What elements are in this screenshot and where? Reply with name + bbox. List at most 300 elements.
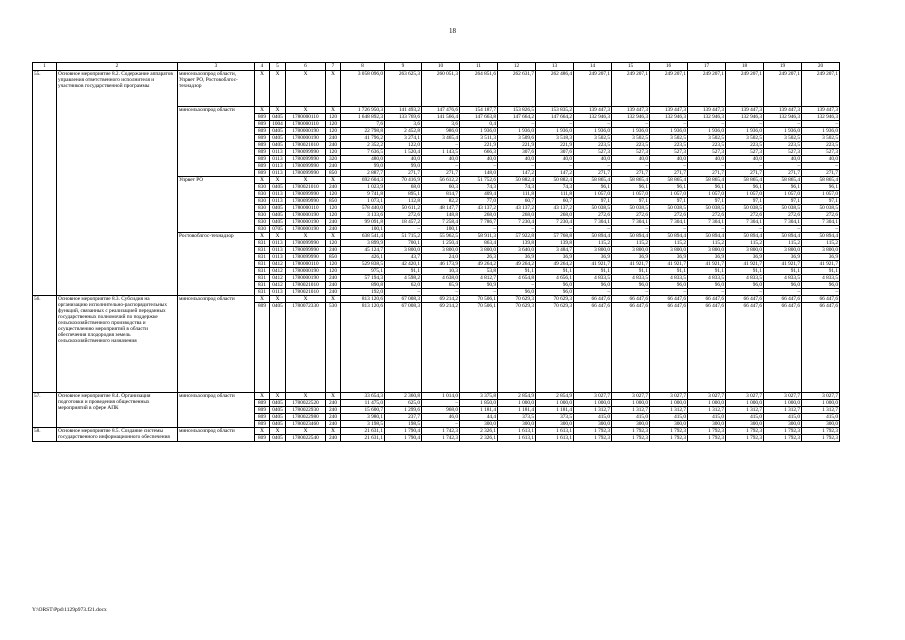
table-cell: 77,0 [460, 198, 498, 205]
table-cell: 221,9 [460, 142, 498, 149]
table-cell: 70 506,1 [460, 296, 498, 303]
table-cell: минсельхозпрод области [178, 107, 255, 177]
table-cell: 97,1 [612, 198, 650, 205]
table-cell: 62,0 [385, 282, 422, 289]
table-cell: – [498, 121, 536, 128]
table-cell: 3 509,6 [498, 135, 536, 142]
table-cell: – [422, 400, 460, 407]
table-cell: 1780000110 [286, 114, 326, 121]
table-cell: Основное мероприятие 8.5. Создание системы государственного информационного обеспечения [57, 428, 178, 442]
table-cell: 96,1 [802, 184, 840, 191]
table-cell: 139 447,3 [574, 107, 612, 114]
table-cell: 70 629,3 [536, 296, 574, 303]
table-cell: 0405 [270, 414, 286, 421]
table-cell: 271,7 [612, 170, 650, 177]
table-cell: 91,1 [498, 268, 536, 275]
table-cell: 99,0 [341, 163, 385, 170]
table-cell: 240 [326, 163, 341, 170]
table-cell: 223,5 [650, 142, 688, 149]
table-cell: 1780021010 [286, 289, 326, 296]
column-header: 11 [460, 63, 498, 71]
table-cell: 415,0 [650, 414, 688, 421]
table-cell: 809 [255, 156, 270, 163]
table-cell: 831 [255, 261, 270, 268]
table-cell: 1 792,3 [574, 435, 612, 442]
table-cell: 36,9 [536, 254, 574, 261]
table-cell: 50 894,4 [650, 233, 688, 240]
table-cell: 153 835,2 [536, 107, 574, 114]
table-cell: X [270, 71, 286, 107]
column-number-row [33, 63, 840, 71]
table-cell: 0405 [270, 205, 286, 212]
table-cell: 223,5 [612, 142, 650, 149]
table-cell: – [764, 289, 802, 296]
table-cell: 50 882,4 [536, 177, 574, 184]
table-cell: 263 625,3 [385, 71, 422, 107]
table-cell: 890,8 [341, 282, 385, 289]
table-cell: 132 946,3 [688, 114, 726, 121]
table-cell: 36,9 [498, 254, 536, 261]
table-cell: 1780099990 [286, 149, 326, 156]
table-cell: 1 936,0 [650, 128, 688, 135]
table-cell: 1780099990 [286, 170, 326, 177]
table-cell: 3 800,0 [385, 247, 422, 254]
table-cell: X [270, 428, 286, 435]
table-cell: 264 851,6 [460, 71, 498, 107]
table-cell: 0113 [270, 254, 286, 261]
column-header: 2 [57, 63, 178, 71]
table-cell: 1 792,3 [650, 428, 688, 435]
table-cell: 1 250,4 [422, 240, 460, 247]
table-cell: 147,2 [498, 170, 536, 177]
table-cell: 139 447,3 [612, 107, 650, 114]
table-cell: 43 137,2 [498, 205, 536, 212]
column-header: 13 [536, 63, 574, 71]
table-cell: 3 502,5 [802, 135, 840, 142]
table-cell: 272,6 [650, 212, 688, 219]
table-cell: 139 447,3 [726, 107, 764, 114]
table-cell: 1 792,3 [688, 435, 726, 442]
table-cell: 1780099990 [286, 156, 326, 163]
table-cell: 1 073,1 [341, 198, 385, 205]
table-cell: 111,8 [536, 191, 574, 198]
table-cell: 3 274,1 [385, 135, 422, 142]
table-cell: 40,0 [498, 156, 536, 163]
table-cell: 50 038,5 [574, 205, 612, 212]
table-cell: 70 416,9 [385, 177, 422, 184]
table-cell: 271,7 [726, 170, 764, 177]
table-cell: 70 629,3 [498, 296, 536, 303]
table-cell: 1 312,7 [688, 407, 726, 414]
table-cell: – [536, 121, 574, 128]
page-number: 18 [449, 27, 456, 35]
table-cell: 0113 [270, 191, 286, 198]
table-cell: 96,0 [688, 282, 726, 289]
table-cell: 1780099990 [286, 240, 326, 247]
table-cell: – [498, 163, 536, 170]
table-cell: 4 833,5 [688, 275, 726, 282]
table-cell: 1 520,4 [385, 149, 422, 156]
table-cell: 272,6 [574, 212, 612, 219]
table-cell: 41 921,7 [612, 261, 650, 268]
table-cell: – [612, 163, 650, 170]
table-cell: 120 [326, 121, 341, 128]
table-cell: – [650, 226, 688, 233]
table-cell: 147 663,8 [460, 114, 498, 121]
table-cell: 90,9 [460, 282, 498, 289]
table-cell: 3 484,7 [536, 247, 574, 254]
table-cell: X [255, 393, 270, 400]
table-cell: X [255, 107, 270, 114]
table-cell: 96,1 [650, 184, 688, 191]
table-cell: 2 887,7 [341, 170, 385, 177]
table-cell: 3 800,0 [688, 247, 726, 254]
table-row [33, 296, 840, 303]
table-cell: 3 027,7 [764, 393, 802, 400]
table-cell: 3 800,0 [764, 247, 802, 254]
table-cell: – [422, 142, 460, 149]
table-cell: 240 [326, 407, 341, 414]
table-cell: 1 792,3 [650, 435, 688, 442]
table-cell: 240 [326, 414, 341, 421]
table-cell: 22 798,8 [341, 128, 385, 135]
table-cell: 10,3 [422, 268, 460, 275]
table-cell: 42 420,1 [385, 261, 422, 268]
table-cell: – [726, 163, 764, 170]
table-cell: 7 786,7 [460, 219, 498, 226]
table-cell: 4 833,5 [574, 275, 612, 282]
table-cell: 249 207,1 [802, 71, 840, 107]
table-cell: 122,0 [385, 142, 422, 149]
table-cell: 58. [33, 428, 57, 442]
table-cell: 638 541,4 [341, 233, 385, 240]
table-cell: 60,7 [536, 198, 574, 205]
table-cell: 240 [326, 247, 341, 254]
table-cell: 1 613,1 [498, 435, 536, 442]
table-cell: X [286, 177, 326, 184]
table-cell: 3 800,0 [726, 247, 764, 254]
table-cell: 3 502,5 [688, 135, 726, 142]
table-cell: 120 [326, 128, 341, 135]
table-cell: 36,9 [650, 254, 688, 261]
table-cell: 96,0 [536, 282, 574, 289]
table-cell: 120 [326, 205, 341, 212]
table-cell: 99,0 [385, 163, 422, 170]
table-cell: 4 833,5 [764, 275, 802, 282]
table-cell: 115,2 [574, 240, 612, 247]
table-cell: – [650, 289, 688, 296]
table-cell: 2 854,9 [498, 393, 536, 400]
table-cell: 1 936,0 [612, 128, 650, 135]
table-cell: 91,1 [612, 268, 650, 275]
table-cell: 0412 [270, 282, 286, 289]
table-cell: 0405 [270, 303, 286, 393]
table-cell: 7 230,4 [498, 219, 536, 226]
table-cell: 0405 [270, 128, 286, 135]
table-cell: 68,0 [385, 184, 422, 191]
table-cell: 271,7 [688, 170, 726, 177]
table-cell: 66 447,6 [764, 303, 802, 393]
table-cell: 249 207,1 [650, 71, 688, 107]
table-cell: 33 654,3 [341, 393, 385, 400]
table-cell: 3 511,3 [460, 135, 498, 142]
table-cell: 0113 [270, 163, 286, 170]
table-cell: 3 502,5 [764, 135, 802, 142]
table-cell: 1 000,0 [726, 400, 764, 407]
table-cell: 831 [255, 289, 270, 296]
table-cell: минсельхозпрод области, Упрвет РО, Ростовоблгос-технадзор [178, 71, 255, 107]
table-cell: 139,8 [536, 240, 574, 247]
table-cell: 968,0 [422, 407, 460, 414]
table-cell: 50 882,4 [498, 177, 536, 184]
table-cell: 1 613,1 [536, 435, 574, 442]
table-cell: 3 027,7 [726, 393, 764, 400]
table-cell: 240 [326, 400, 341, 407]
table-cell: минсельхозпрод области [178, 393, 255, 428]
table-cell: 53,8 [460, 268, 498, 275]
table-cell: 50 894,4 [574, 233, 612, 240]
table-cell: 1 936,0 [802, 128, 840, 135]
table-cell: 415,0 [688, 414, 726, 421]
table-cell: 45 124,7 [341, 247, 385, 254]
table-cell: 240 [326, 275, 341, 282]
table-cell: 272,6 [688, 212, 726, 219]
table-cell: 1780000190 [286, 275, 326, 282]
table-cell: 139 447,3 [650, 107, 688, 114]
table-cell: 132 946,3 [726, 114, 764, 121]
table-cell: 240 [326, 421, 341, 428]
table-cell: 132 946,3 [764, 114, 802, 121]
table-cell: 1 312,7 [650, 407, 688, 414]
table-cell: 1780000190 [286, 135, 326, 142]
table-cell: 415,0 [612, 414, 650, 421]
table-cell: 41 921,7 [802, 261, 840, 268]
table-cell: – [726, 121, 764, 128]
table-cell: 3 800,0 [650, 247, 688, 254]
table-cell: 100,1 [341, 226, 385, 233]
table-cell: 0405 [270, 142, 286, 149]
table-cell: 3 502,5 [612, 135, 650, 142]
table-cell: 223,5 [726, 142, 764, 149]
table-cell: 1 057,0 [650, 191, 688, 198]
table-cell: 830 [255, 191, 270, 198]
table-cell: 1 936,0 [460, 128, 498, 135]
table-cell: 0113 [270, 149, 286, 156]
table-cell: 41 921,7 [650, 261, 688, 268]
table-cell: 300,0 [498, 421, 536, 428]
table-cell: – [764, 226, 802, 233]
table-cell: 1780000190 [286, 212, 326, 219]
table-cell: 1 057,0 [688, 191, 726, 198]
table-cell: 300,0 [802, 421, 840, 428]
table-cell: 3 980,1 [341, 414, 385, 421]
table-cell: 813 120,6 [341, 303, 385, 393]
table-cell: 132 946,3 [574, 114, 612, 121]
table-cell: 96,0 [764, 282, 802, 289]
table-cell: 66 447,6 [802, 296, 840, 303]
table-cell: 7 304,1 [726, 219, 764, 226]
table-cell: 895,1 [385, 191, 422, 198]
table-cell: 21 631,1 [341, 428, 385, 435]
table-cell: Упрвет РО [178, 177, 255, 233]
table-cell: 7 636,5 [341, 149, 385, 156]
table-cell: 2 854,9 [536, 393, 574, 400]
table-cell: 96,1 [726, 184, 764, 191]
table-cell: 262 486,4 [536, 71, 574, 107]
column-header: 3 [178, 63, 255, 71]
table-cell: 66 447,6 [574, 296, 612, 303]
table-cell: 0412 [270, 261, 286, 268]
table-cell: 147 664,2 [498, 114, 536, 121]
table-cell: – [536, 163, 574, 170]
table-cell: 40,0 [650, 156, 688, 163]
table-cell: 830 [255, 219, 270, 226]
table-cell: 415,0 [802, 414, 840, 421]
table-cell: 153 826,5 [498, 107, 536, 114]
table-cell: 268,0 [460, 212, 498, 219]
table-cell: 97,1 [726, 198, 764, 205]
table-cell: 91,1 [764, 268, 802, 275]
table-cell: 55. [33, 71, 57, 296]
table-cell: 3 027,7 [612, 393, 650, 400]
table-cell: 36,9 [688, 254, 726, 261]
table-cell: 50 894,4 [802, 233, 840, 240]
table-cell: 96,1 [688, 184, 726, 191]
table-cell: 240 [326, 184, 341, 191]
column-header: 7 [326, 63, 341, 71]
table-cell: 3 800,0 [422, 247, 460, 254]
table-cell: 830 [255, 205, 270, 212]
table-cell: 1 936,0 [764, 128, 802, 135]
table-cell: X [255, 71, 270, 107]
table-cell: 3 058 096,0 [341, 71, 385, 107]
table-cell: 3 027,7 [802, 393, 840, 400]
table-cell: 1004 [270, 121, 286, 128]
table-cell: 66 447,6 [688, 296, 726, 303]
table-cell: 2 360,8 [385, 393, 422, 400]
table-cell: 91,1 [650, 268, 688, 275]
table-cell: 91,1 [385, 268, 422, 275]
table-cell: 49 264,2 [460, 261, 498, 268]
table-cell: 96,0 [612, 282, 650, 289]
column-header: 14 [574, 63, 612, 71]
table-cell: 814,7 [422, 191, 460, 198]
table-cell: 198,5 [385, 421, 422, 428]
table-cell: 120 [326, 114, 341, 121]
table-cell: 830 [255, 212, 270, 219]
table-cell: 141 566,4 [422, 114, 460, 121]
table-cell: – [498, 226, 536, 233]
table-cell: 1 000,0 [574, 400, 612, 407]
table-cell: 1 000,0 [764, 400, 802, 407]
table-cell: 36,9 [726, 254, 764, 261]
table-cell: – [385, 226, 422, 233]
table-cell: 40,0 [726, 156, 764, 163]
table-cell: Основное мероприятие 8.4. Организация подготовки и проведения общественных мероприятий в сфере АПК [57, 393, 178, 428]
table-cell: 96,1 [764, 184, 802, 191]
table-cell: – [688, 163, 726, 170]
table-cell: 67 008,3 [385, 303, 422, 393]
table-cell: 111,8 [498, 191, 536, 198]
table-cell: X [255, 428, 270, 435]
table-cell: 3 502,5 [650, 135, 688, 142]
table-cell: 240 [326, 142, 341, 149]
table-cell: 1780099990 [286, 163, 326, 170]
column-header: 4 [255, 63, 270, 71]
table-cell: 700,1 [385, 240, 422, 247]
table-cell: 813 120,6 [341, 296, 385, 303]
table-cell: 4 833,5 [650, 275, 688, 282]
table-cell: 66 447,6 [688, 303, 726, 393]
table-cell: 831 [255, 268, 270, 275]
table-cell: 300,0 [612, 421, 650, 428]
table-cell: – [764, 121, 802, 128]
table-cell: X [326, 428, 341, 435]
table-cell: 3 027,7 [650, 393, 688, 400]
table-cell: 41 921,7 [574, 261, 612, 268]
table-cell: 1 000,0 [612, 400, 650, 407]
table-cell: 2 326,1 [460, 435, 498, 442]
table-cell: 4 656,1 [536, 275, 574, 282]
table-cell: 70 629,3 [536, 303, 574, 393]
table-cell: 91,1 [536, 268, 574, 275]
column-header: 10 [422, 63, 460, 71]
table-cell: минсельхозпрод области [178, 428, 255, 442]
table-cell: 3,6 [385, 121, 422, 128]
table-cell: – [802, 289, 840, 296]
table-cell: 850 [326, 198, 341, 205]
table-cell: 96,0 [802, 282, 840, 289]
table-cell: 50 038,5 [726, 205, 764, 212]
table-cell: X [326, 296, 341, 303]
table-cell: 1 936,0 [726, 128, 764, 135]
table-cell: 1780099990 [286, 254, 326, 261]
table-cell: 3 518,3 [536, 135, 574, 142]
table-cell: 240 [326, 226, 341, 233]
budget-table [32, 62, 840, 442]
table-cell: 249 207,1 [764, 71, 802, 107]
column-header: 19 [764, 63, 802, 71]
table-cell: 692 604,3 [341, 177, 385, 184]
table-cell: 148,0 [460, 170, 498, 177]
table-cell: 1 057,0 [802, 191, 840, 198]
table-cell: 809 [255, 435, 270, 442]
table-cell: 809 [255, 407, 270, 414]
table-cell: – [422, 163, 460, 170]
table-cell: 3 027,7 [688, 393, 726, 400]
table-cell: 58 865,4 [688, 177, 726, 184]
table-cell: 415,0 [726, 414, 764, 421]
table-cell: 426,1 [341, 254, 385, 261]
table-cell: 147,2 [536, 170, 574, 177]
table-cell: 223,5 [764, 142, 802, 149]
table-cell: 65,9 [422, 282, 460, 289]
table-cell: минсельхозпрод области [178, 296, 255, 393]
table-cell: 527,3 [764, 149, 802, 156]
table-cell: 4 833,5 [726, 275, 764, 282]
table-cell: 40,0 [422, 156, 460, 163]
table-cell: 831 [255, 247, 270, 254]
table-cell: 3 640,0 [498, 247, 536, 254]
table-cell: 223,5 [802, 142, 840, 149]
table-cell: 373,5 [498, 414, 536, 421]
table-cell: 120 [326, 149, 341, 156]
table-cell: 272,6 [612, 212, 650, 219]
table-cell: 1 850,0 [460, 400, 498, 407]
table-cell: 115,2 [650, 240, 688, 247]
table-cell: 300,0 [764, 421, 802, 428]
table-cell: Ростовоблгос-технадзор [178, 233, 255, 296]
